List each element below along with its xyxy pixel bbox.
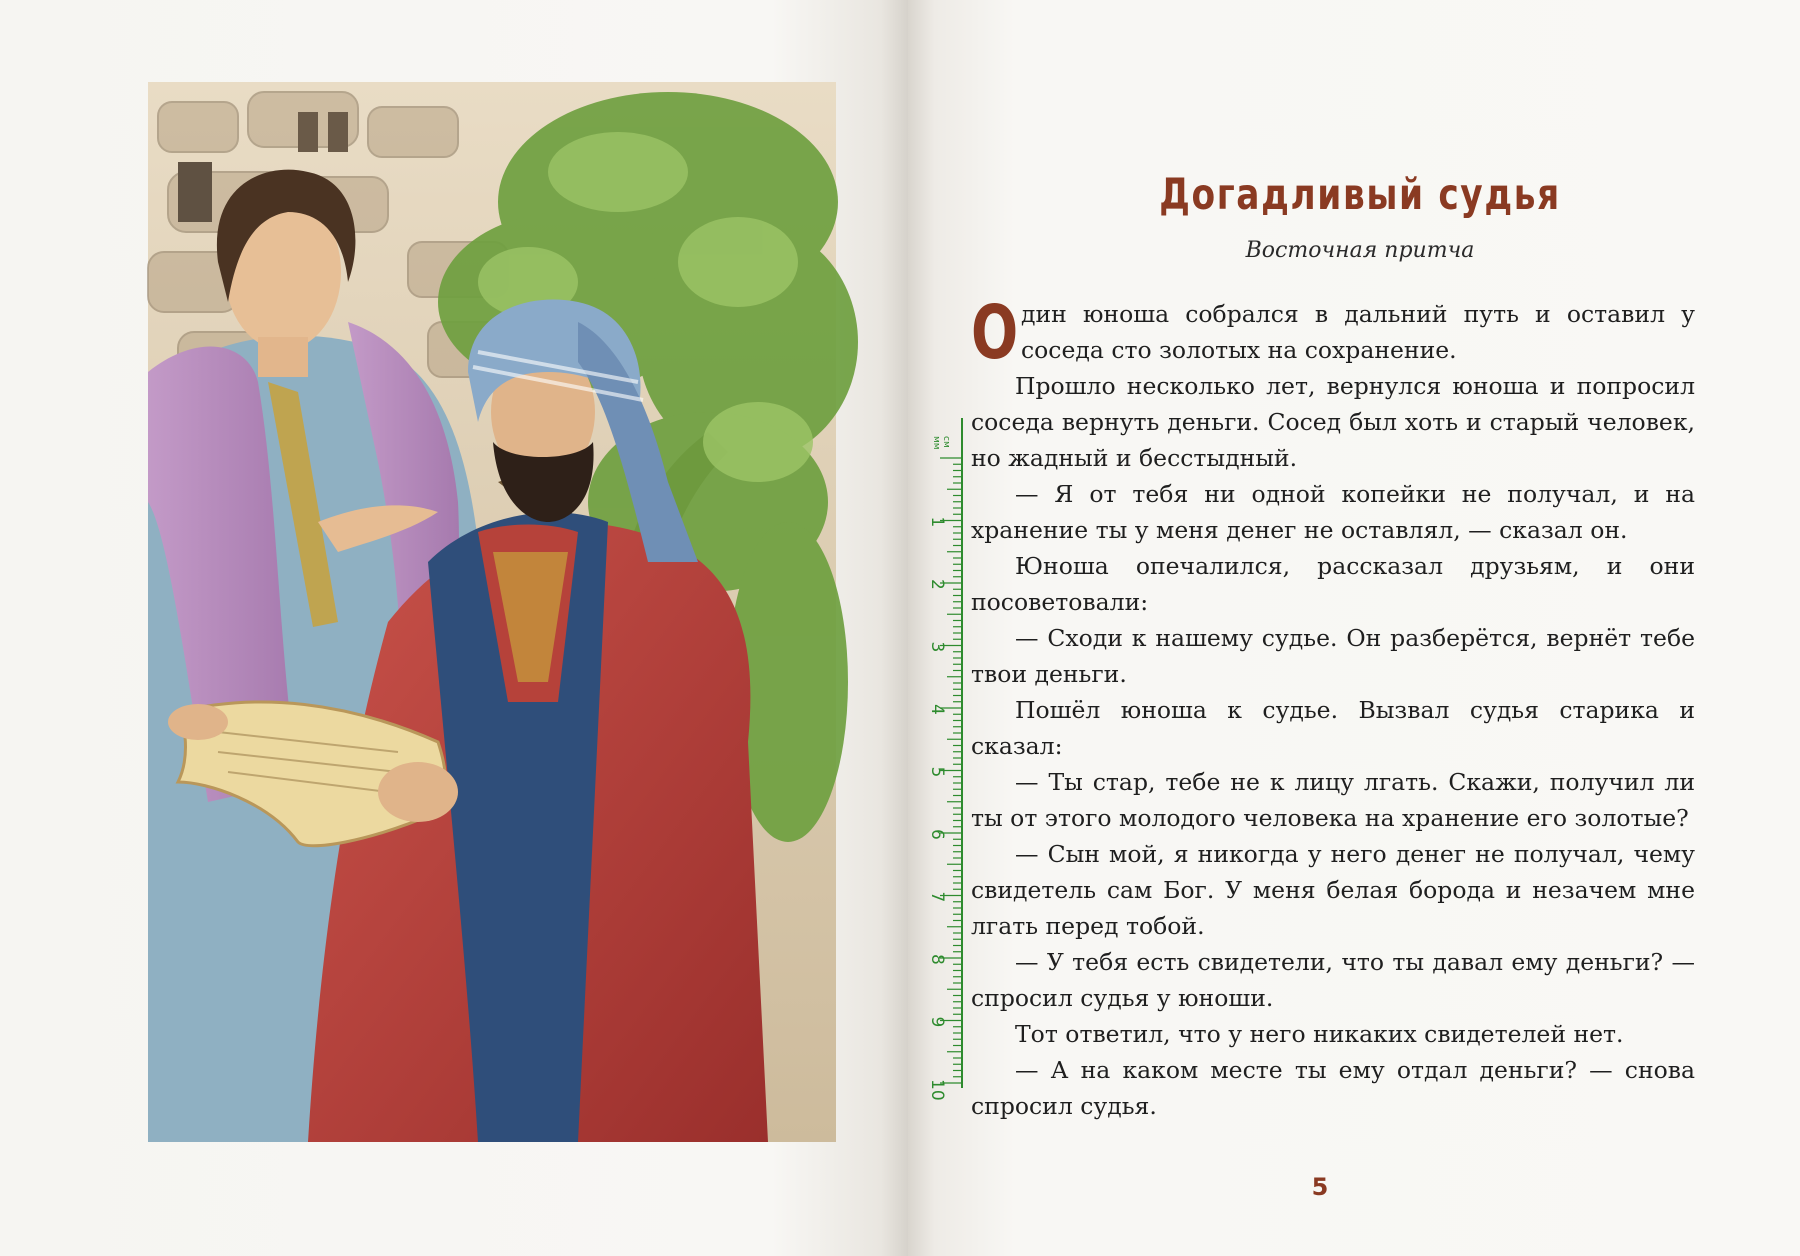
wall-window bbox=[178, 162, 212, 222]
measuring-ruler bbox=[927, 418, 964, 1101]
drop-cap: О bbox=[971, 290, 1019, 376]
paragraph: Прошло несколько лет, вернулся юноша и попросил соседа вернуть деньги. Сосед был хоть и старый человек, но жадный и бесстыдный. bbox=[971, 372, 1695, 472]
paragraph: — Сын мой, я никогда у него денег не получал, чему свидетель сам Бог. У меня белая борода и незачем мне лгать перед тобой. bbox=[971, 840, 1695, 940]
paragraph-1: Один юноша собрался в дальний путь и оставил у соседа сто золотых на сохранение. bbox=[971, 290, 1695, 376]
ruler-label: 9 bbox=[927, 1016, 947, 1028]
paragraph: — А на каком месте ты ему отдал деньги? — снова спросил судья. bbox=[971, 1056, 1695, 1120]
story-body bbox=[971, 290, 1695, 1124]
ruler-label: 5 bbox=[927, 766, 947, 778]
ruler-label: 4 bbox=[927, 704, 947, 715]
ruler-label: 3 bbox=[927, 641, 947, 653]
ruler-unit-mm: мм bbox=[931, 436, 941, 450]
story-subtitle: Восточная притча bbox=[1245, 238, 1475, 263]
paragraph: — Сходи к нашему судье. Он разберётся, вернёт тебе твои деньги. bbox=[971, 624, 1695, 688]
ruler-label: 2 bbox=[927, 579, 947, 590]
parable-illustration bbox=[148, 82, 836, 1142]
ruler-label: 7 bbox=[927, 891, 947, 903]
ruler-label: 8 bbox=[927, 954, 947, 965]
page-number: 5 bbox=[1311, 1173, 1329, 1201]
paragraph: Юноша опечалился, рассказал друзьям, и они посоветовали: bbox=[971, 552, 1695, 616]
paragraph: Пошёл юноша к судье. Вызвал судья старика и сказал: bbox=[971, 696, 1695, 760]
ruler-unit-cm: см bbox=[941, 436, 951, 448]
hand bbox=[168, 704, 228, 740]
paragraph: — У тебя есть свидетели, что ты давал ему деньги? — спросил судья у юноши. bbox=[971, 948, 1695, 1012]
paragraph: — Ты стар, тебе не к лицу лгать. Скажи, получил ли ты от этого молодого человека на хранение его золотые? bbox=[971, 768, 1695, 832]
ruler-label: 1 bbox=[927, 516, 947, 528]
ruler-ticks bbox=[927, 418, 962, 1101]
story-title: Догадливый судья bbox=[1159, 170, 1561, 220]
ruler-label: 10 bbox=[927, 1079, 947, 1101]
paragraph: — Я от тебя ни одной копейки не получал, и на хранение ты у меня денег не оставлял, — сказал он. bbox=[971, 480, 1695, 544]
hand bbox=[378, 762, 458, 822]
paragraph: Тот ответил, что у него никаких свидетелей нет. bbox=[1015, 1020, 1624, 1048]
ruler-label: 6 bbox=[927, 829, 947, 840]
